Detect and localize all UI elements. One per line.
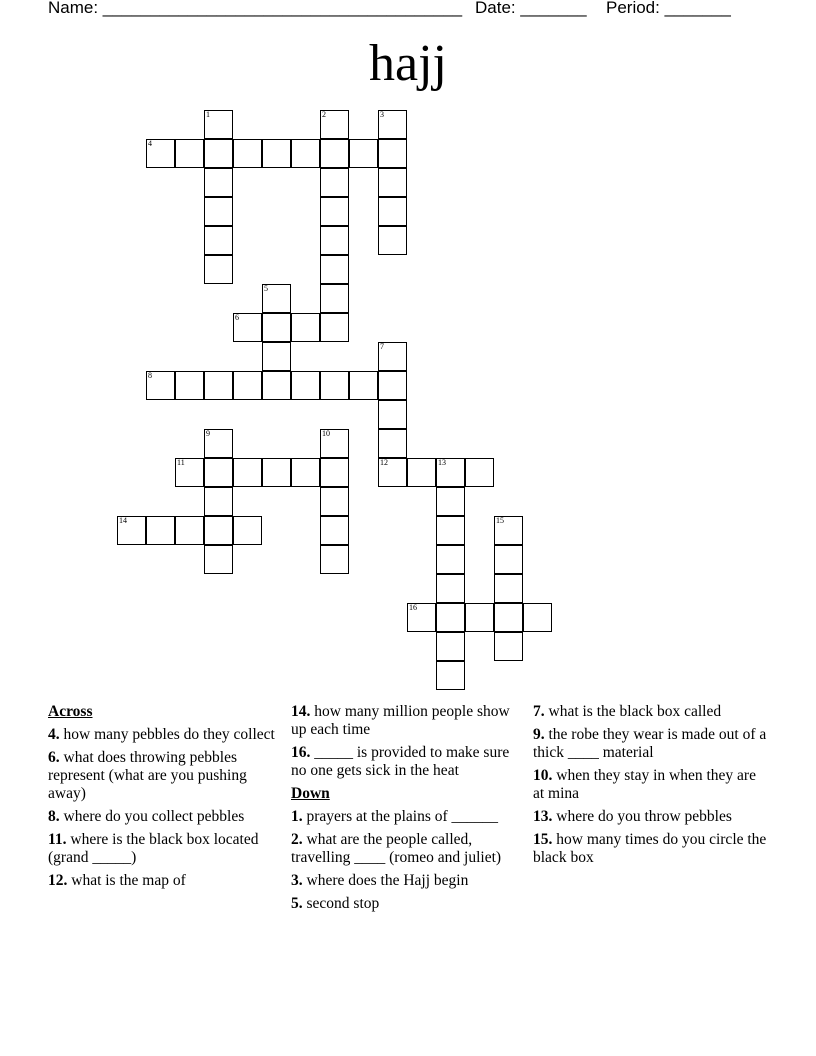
grid-cell[interactable] [320,255,349,284]
grid-cell[interactable] [291,458,320,487]
grid-cell[interactable] [204,371,233,400]
grid-cell[interactable] [204,197,233,226]
clue-down-1: 1. prayers at the plains of ______ [291,808,499,825]
grid-cell[interactable] [436,487,465,516]
grid-cell[interactable] [407,458,436,487]
clue-down-2: 2. what are the people called, travelling ____ (romeo and juliet) [291,831,502,866]
clue-number: 10 [322,429,330,438]
grid-cell[interactable] [204,110,233,139]
grid-cell[interactable] [320,458,349,487]
clue-number: 4 [148,139,152,148]
grid-cell[interactable] [436,661,465,690]
clues-column-1 [48,703,286,895]
grid-cell[interactable] [204,139,233,168]
grid-cell[interactable] [378,400,407,429]
clue-down-15: 15. how many times do you circle the black box [533,831,767,866]
clue-number: 7 [380,342,384,351]
grid-cell[interactable] [494,574,523,603]
clue-number: 6 [235,313,239,322]
clue-number: 11 [177,458,185,467]
clue-number: 14 [119,516,127,525]
grid-cell[interactable] [233,371,262,400]
grid-cell[interactable] [320,313,349,342]
clue-number: 3 [380,110,384,119]
clue-down-10: 10. when they stay in when they are at mina [533,767,756,802]
name-field[interactable]: Name: ______________________________________ [48,0,463,17]
grid-cell[interactable] [233,458,262,487]
grid-cell[interactable] [349,139,378,168]
clues-column-3 [533,703,769,872]
clue-down-5: 5. second stop [291,895,380,912]
grid-cell[interactable] [378,168,407,197]
grid-cell[interactable] [320,487,349,516]
grid-cell[interactable] [378,429,407,458]
grid-cell[interactable] [320,226,349,255]
grid-cell[interactable] [175,371,204,400]
grid-cell[interactable] [262,313,291,342]
clue-across-8: 8. where do you collect pebbles [48,808,245,825]
page-title: hajj [369,35,447,92]
grid-cell[interactable] [291,371,320,400]
grid-cell[interactable] [175,458,204,487]
grid-cell[interactable] [465,458,494,487]
grid-cell[interactable] [204,226,233,255]
grid-cell[interactable] [175,516,204,545]
grid-cell[interactable] [204,255,233,284]
grid-cell[interactable] [436,458,465,487]
grid-cell[interactable] [349,371,378,400]
clue-number: 13 [438,458,446,467]
grid-cell[interactable] [262,458,291,487]
clue-down-9: 9. the robe they wear is made out of a thick ____ material [533,726,767,761]
grid-cell[interactable] [436,574,465,603]
grid-cell[interactable] [204,429,233,458]
grid-cell[interactable] [291,139,320,168]
clues-column-2 [291,703,527,918]
clue-number: 5 [264,284,268,293]
clue-across-4: 4. how many pebbles do they collect [48,726,275,743]
grid-cell[interactable] [233,516,262,545]
clue-number: 1 [206,110,210,119]
clue-number: 8 [148,371,152,380]
grid-cell[interactable] [204,458,233,487]
grid-cell[interactable] [378,226,407,255]
clue-across-16: 16. _____ is provided to make sure no one gets sick in the heat [291,744,510,779]
grid-cell[interactable] [320,429,349,458]
grid-cell[interactable] [378,197,407,226]
grid-cell[interactable] [320,168,349,197]
grid-cell[interactable] [320,545,349,574]
clue-down-7: 7. what is the black box called [533,703,722,720]
grid-cell[interactable] [378,342,407,371]
grid-cell[interactable] [320,110,349,139]
grid-cell[interactable] [146,516,175,545]
clue-down-3: 3. where does the Hajj begin [291,872,469,889]
grid-cell[interactable] [378,458,407,487]
clue-number: 12 [380,458,388,467]
grid-cell[interactable] [146,371,175,400]
clue-number: 16 [409,603,417,612]
grid-cell[interactable] [320,516,349,545]
grid-cell[interactable] [146,139,175,168]
worksheet-header [48,0,768,20]
across-heading: Across [48,703,93,720]
grid-cell[interactable] [262,342,291,371]
grid-cell[interactable] [378,110,407,139]
grid-cell[interactable] [262,284,291,313]
grid-cell[interactable] [436,516,465,545]
grid-cell[interactable] [436,545,465,574]
clue-across-11: 11. where is the black box located (grand _____) [48,831,259,866]
grid-cell[interactable] [494,545,523,574]
clue-down-13: 13. where do you throw pebbles [533,808,732,825]
grid-cell[interactable] [407,603,436,632]
clue-across-6: 6. what does throwing pebbles represent (what are you pushing away) [48,749,247,802]
grid-cell[interactable] [465,603,494,632]
clue-number: 9 [206,429,210,438]
clue-across-14: 14. how many million people show up each time [291,703,510,738]
clue-number: 2 [322,110,326,119]
grid-cell[interactable] [436,632,465,661]
grid-cell[interactable] [204,516,233,545]
grid-cell[interactable] [262,139,291,168]
grid-cell[interactable] [204,545,233,574]
grid-cell[interactable] [320,284,349,313]
grid-cell[interactable] [233,139,262,168]
grid-cell[interactable] [320,197,349,226]
grid-cell[interactable] [494,603,523,632]
grid-cell[interactable] [378,139,407,168]
grid-cell[interactable] [523,603,552,632]
grid-cell[interactable] [204,487,233,516]
grid-cell[interactable] [262,371,291,400]
grid-cell[interactable] [436,603,465,632]
clue-across-12: 12. what is the map of [48,872,186,889]
grid-cell[interactable] [378,371,407,400]
grid-cell[interactable] [233,313,262,342]
grid-cell[interactable] [320,371,349,400]
grid-cell[interactable] [494,516,523,545]
period-field[interactable]: Period: _______ [606,0,731,17]
date-field[interactable]: Date: _______ [475,0,587,17]
clue-number: 15 [496,516,504,525]
grid-cell[interactable] [291,313,320,342]
grid-cell[interactable] [320,139,349,168]
grid-cell[interactable] [204,168,233,197]
down-heading: Down [291,785,330,802]
grid-cell[interactable] [117,516,146,545]
grid-cell[interactable] [175,139,204,168]
grid-cell[interactable] [494,632,523,661]
